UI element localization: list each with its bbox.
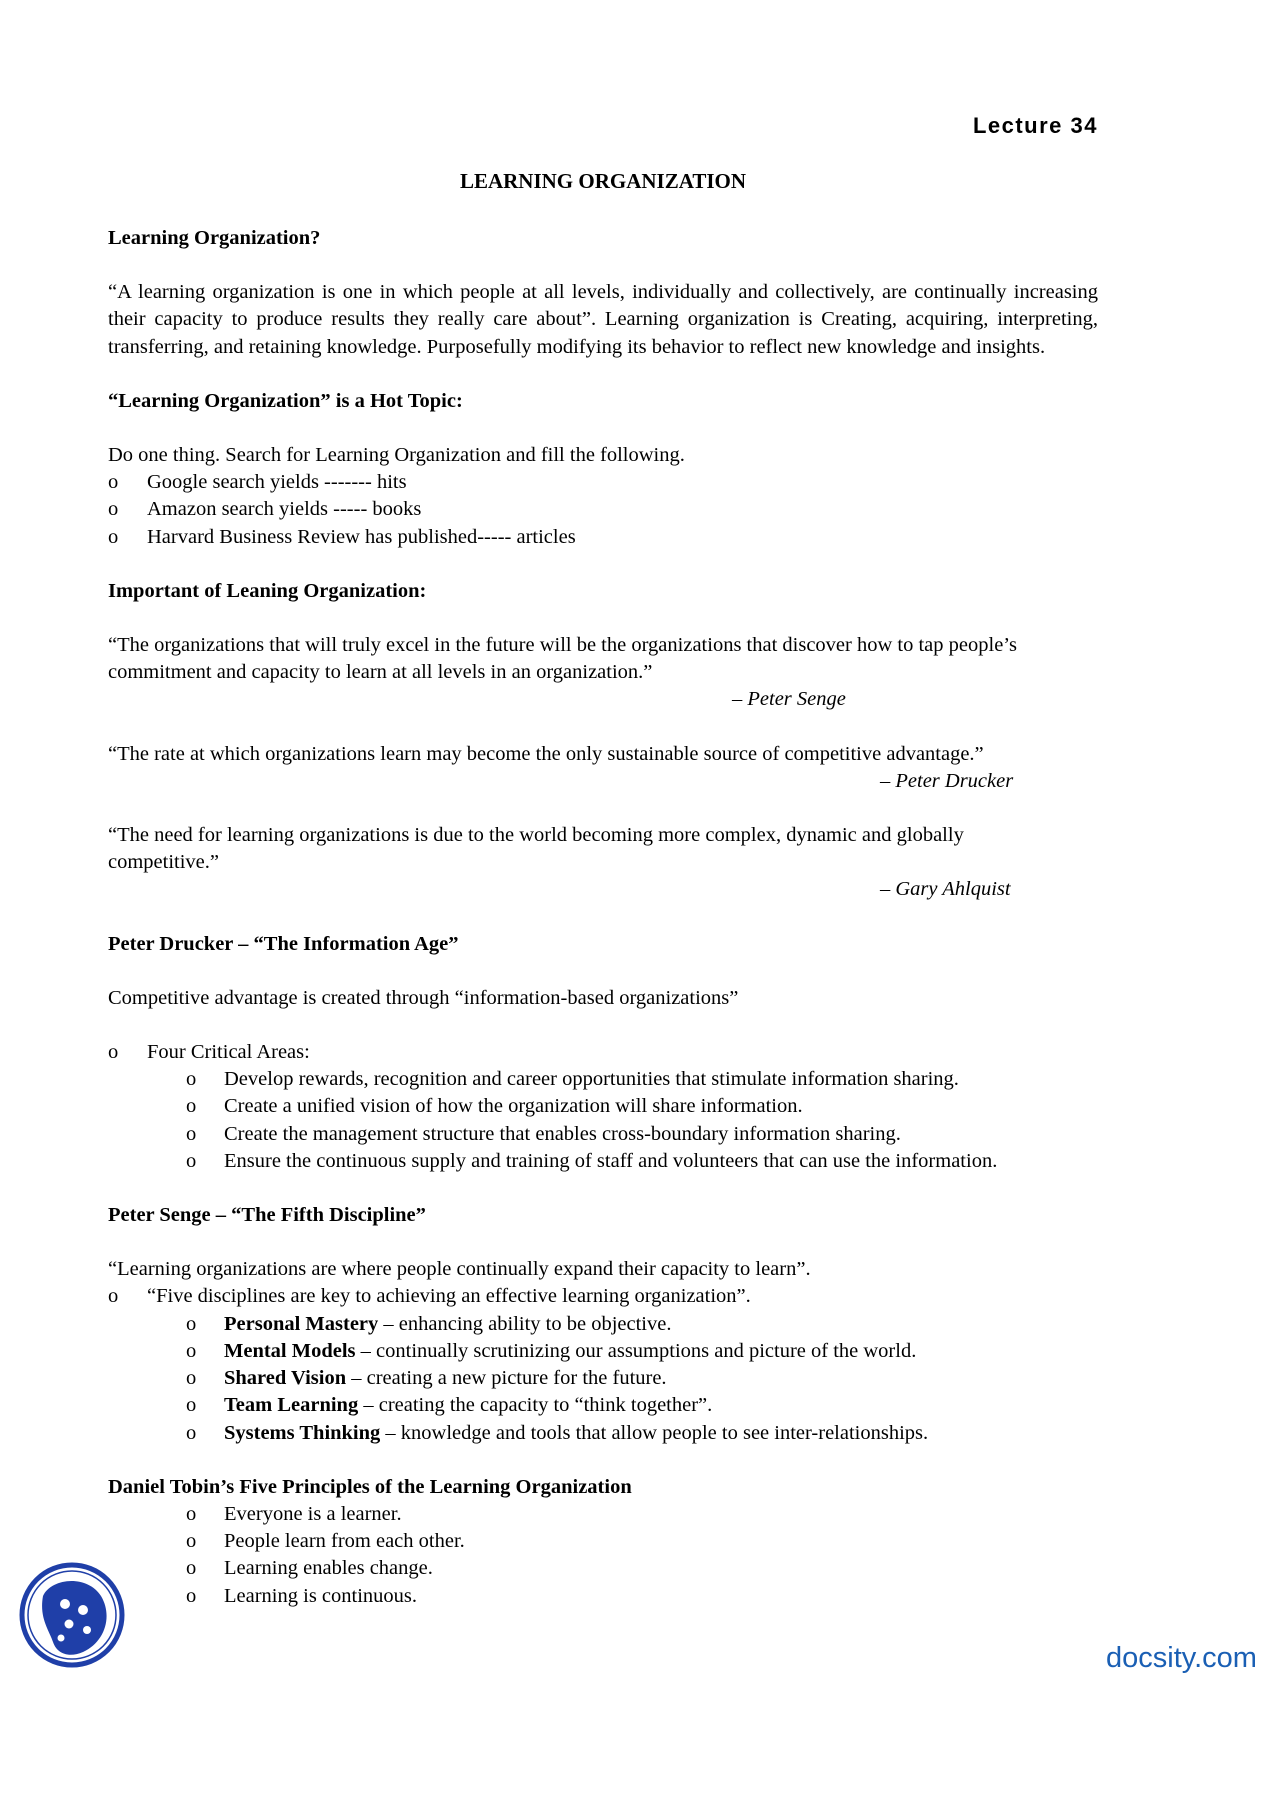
- list-item: o Google search yields ------- hits: [108, 471, 407, 494]
- quote-author: – Peter Drucker: [880, 769, 1014, 792]
- list-item: o Amazon search yields ----- books: [108, 498, 422, 521]
- paragraph: “A learning organization is one in which people at all levels, individually and collectively, are continually increasing their capacity to produce results they really care about”. Learning organization is Creating, acquiring, interpreting, transferring, and retaining knowledge. Purposefully modifying its behavior to reflect new knowledge and insights.: [108, 281, 1098, 358]
- list-item: o Harvard Business Review has published----- articles: [108, 525, 576, 548]
- paragraph: Competitive advantage is created through “information-based organizations”: [108, 986, 739, 1009]
- docsity-logo-icon: [17, 1560, 127, 1670]
- section-heading: Important of Leaning Organization:: [108, 579, 427, 602]
- docsity-watermark: docsity.com: [1106, 1642, 1257, 1674]
- list-item: o “Five disciplines are key to achieving an effective learning organization”.: [108, 1285, 751, 1308]
- quote: “The organizations that will truly excel in the future will be the organizations that discover how to tap people’s commitment and capacity to learn at all levels in an organization.”: [108, 634, 1017, 684]
- section-heading: “Learning Organization” is a Hot Topic:: [108, 389, 463, 412]
- sub-list-item: o Learning is continuous.: [186, 1584, 418, 1607]
- sub-list-item: o Create the management structure that enables cross-boundary information sharing.: [186, 1122, 901, 1145]
- sub-list-item: o Learning enables change.: [186, 1557, 433, 1580]
- document-body: [108, 225, 1098, 1610]
- sub-list-item: o Personal Mastery – enhancing ability to be objective.: [186, 1312, 672, 1335]
- sub-list-item: o Shared Vision – creating a new picture for the future.: [186, 1367, 667, 1390]
- section-heading: Peter Drucker – “The Information Age”: [108, 932, 459, 955]
- sub-list-item: o Everyone is a learner.: [186, 1502, 402, 1525]
- page-title: LEARNING ORGANIZATION: [459, 169, 747, 193]
- list-item: o Four Critical Areas:: [108, 1041, 310, 1064]
- section-heading: Peter Senge – “The Fifth Discipline”: [108, 1204, 426, 1227]
- sub-list-item: o Systems Thinking – knowledge and tools that allow people to see inter-relationships.: [186, 1421, 929, 1444]
- section-heading: Learning Organization?: [108, 227, 321, 249]
- lecture-number: Lecture 34: [972, 113, 1098, 138]
- quote: “The need for learning organizations is due to the world becoming more complex, dynamic and globally competitive.”: [108, 824, 964, 874]
- sub-list-item: o Create a unified vision of how the organization will share information.: [186, 1095, 803, 1118]
- sub-list-item: o Mental Models – continually scrutinizing our assumptions and picture of the world.: [186, 1339, 917, 1362]
- paragraph: “Learning organizations are where people continually expand their capacity to learn”.: [108, 1258, 811, 1281]
- sub-list-item: o People learn from each other.: [186, 1530, 465, 1553]
- quote-author: – Gary Ahlquist: [880, 878, 1011, 901]
- sub-list-item: o Develop rewards, recognition and career opportunities that stimulate information sharing.: [186, 1068, 959, 1091]
- section-heading: Daniel Tobin’s Five Principles of the Learning Organization: [108, 1475, 632, 1498]
- paragraph: Do one thing. Search for Learning Organization and fill the following.: [108, 444, 685, 467]
- quote: “The rate at which organizations learn may become the only sustainable source of competitive advantage.”: [108, 742, 984, 765]
- quote-author: – Peter Senge: [732, 688, 846, 711]
- sub-list-item: o Team Learning – creating the capacity to “think together”.: [186, 1394, 713, 1417]
- sub-list-item: o Ensure the continuous supply and training of staff and volunteers that can use the information.: [186, 1149, 998, 1172]
